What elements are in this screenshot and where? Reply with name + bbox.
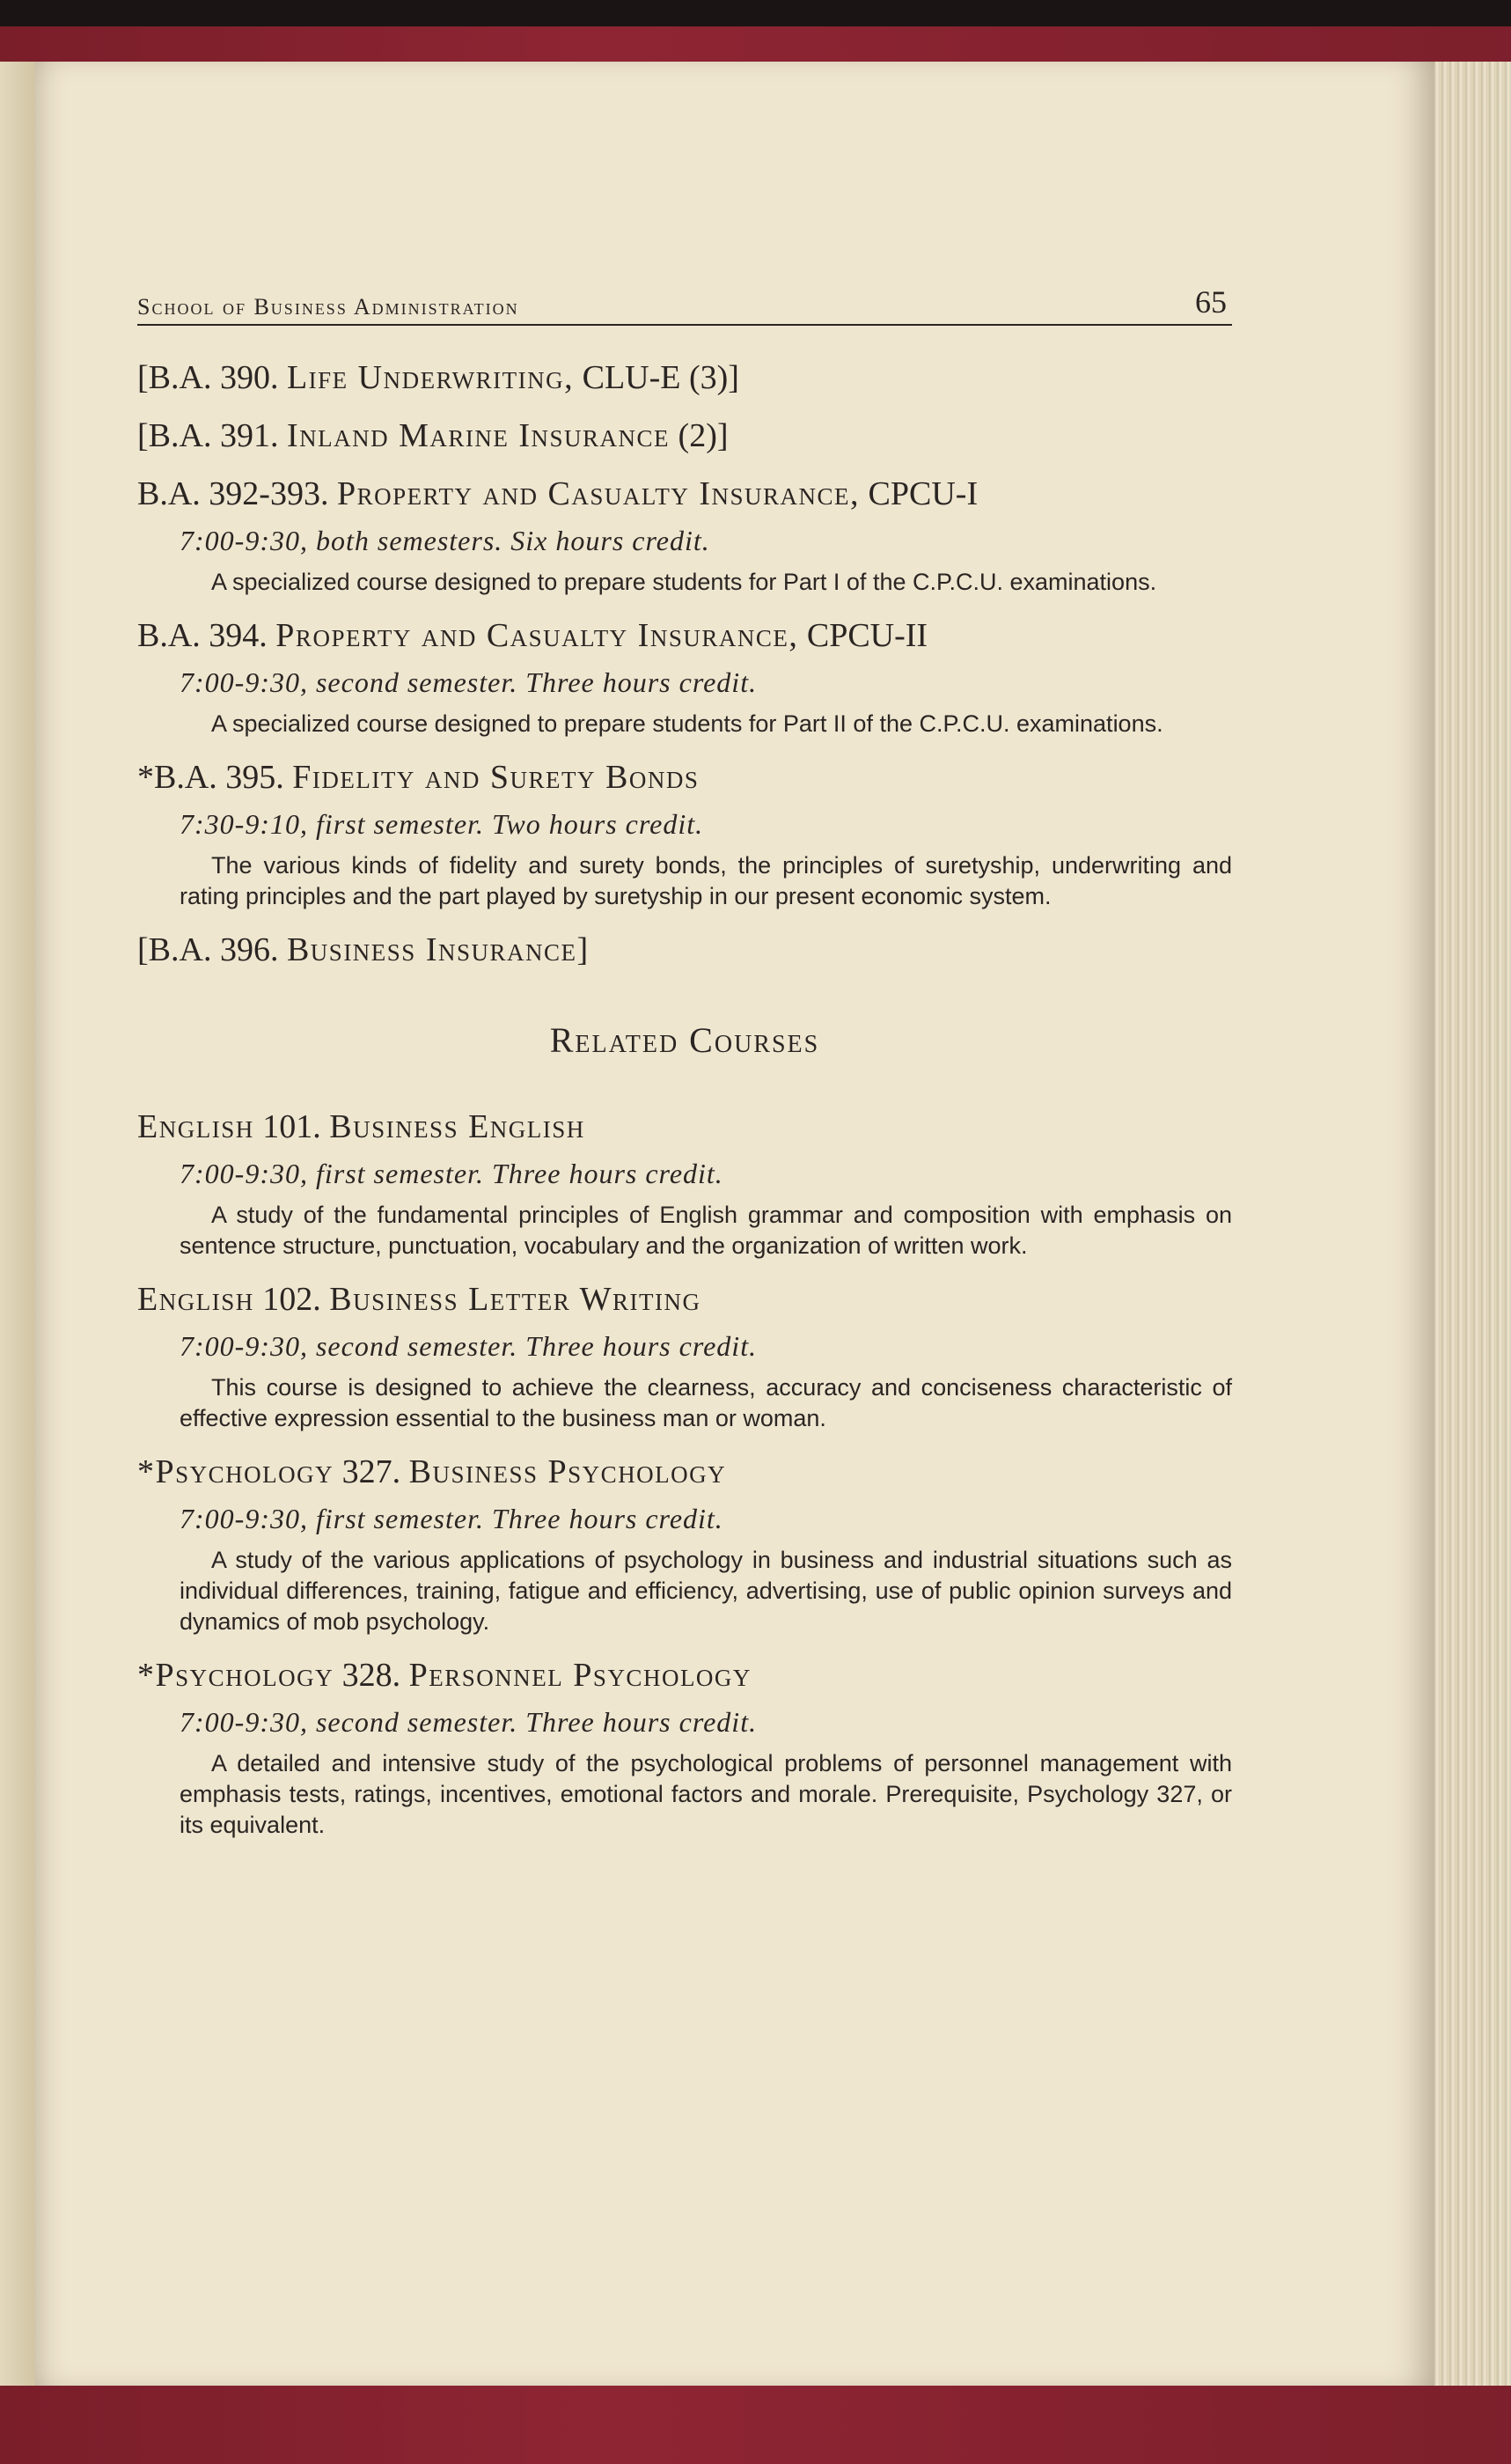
- course-title: [137, 416, 1232, 456]
- course-schedule: 7:00-9:30, both semesters. Six hours credit.: [180, 525, 710, 556]
- course-entry-ba-395: [137, 757, 1232, 912]
- course-suffix: CPCU-I: [868, 475, 979, 512]
- course-description: The various kinds of fidelity and surety bonds, the principles of suretyship, underwriting and rating principles and the part played by suretyship in our present economic system.: [180, 852, 1232, 909]
- course-title: [137, 757, 1232, 798]
- course-schedule: 7:00-9:30, first semester. Three hours credit.: [180, 1158, 723, 1189]
- course-entry-ba-396: [137, 930, 1232, 970]
- course-schedule: 7:00-9:30, second semester. Three hours credit.: [180, 666, 758, 698]
- catalog-page: [35, 62, 1434, 2386]
- course-title: [137, 1655, 1232, 1695]
- running-header: [137, 283, 1232, 326]
- course-title: [137, 1107, 1232, 1147]
- course-title: [137, 1452, 1232, 1492]
- page-content: [137, 283, 1232, 1858]
- course-dept: English: [137, 1108, 254, 1145]
- course-title: [137, 357, 1232, 398]
- course-title: [137, 615, 1232, 656]
- related-entry-psychology-327: [137, 1452, 1232, 1637]
- course-description: A study of the various applications of psychology in business and industrial situations such as individual differences, training, fatigue and efficiency, advertising, use of public opinion surveys and dynamics of mob psychology.: [180, 1547, 1232, 1635]
- course-schedule: 7:00-9:30, first semester. Three hours credit.: [180, 1503, 723, 1534]
- course-code: *B.A. 395.: [137, 759, 284, 796]
- course-entry-ba-394: [137, 615, 1232, 739]
- related-courses-heading: Related Courses: [549, 1020, 820, 1060]
- course-dept: *Psychology: [137, 1657, 334, 1694]
- related-entry-psychology-328: [137, 1655, 1232, 1841]
- course-name: Business Psychology: [408, 1453, 727, 1490]
- course-title: [137, 1279, 1232, 1320]
- course-code: [B.A. 390.: [137, 359, 279, 396]
- course-name: Property and Casualty Insurance,: [336, 475, 861, 512]
- running-title: School of Business Administration: [137, 294, 519, 320]
- page-number: 65: [1195, 284, 1227, 320]
- facing-page-edge: [0, 62, 35, 2386]
- course-description: This course is designed to achieve the clearness, accuracy and conciseness characteristic of effective expression essential to the business man or woman.: [180, 1374, 1232, 1431]
- course-entry-ba-392-393: [137, 474, 1232, 598]
- course-title: [137, 930, 1232, 970]
- course-number: 327.: [341, 1453, 401, 1490]
- related-entry-english-102: [137, 1279, 1232, 1434]
- course-dept: English: [137, 1281, 254, 1318]
- course-description: A specialized course designed to prepare students for Part II of the C.P.C.U. examinations.: [211, 710, 1163, 737]
- course-name: Business Insurance]: [286, 931, 590, 968]
- course-schedule: 7:30-9:10, first semester. Two hours credit.: [180, 808, 704, 840]
- course-name: Fidelity and Surety Bonds: [292, 759, 700, 796]
- course-suffix: CPCU-II: [806, 617, 928, 654]
- course-number: 328.: [341, 1657, 401, 1694]
- course-name: Property and Casualty Insurance,: [275, 617, 799, 654]
- course-entry-ba-391: [137, 416, 1232, 456]
- course-suffix: CLU-E (3)]: [582, 359, 739, 396]
- course-title: [137, 474, 1232, 514]
- course-code: B.A. 392-393.: [137, 475, 329, 512]
- course-number: 102.: [262, 1281, 321, 1318]
- course-schedule: 7:00-9:30, second semester. Three hours credit.: [180, 1706, 758, 1738]
- course-code: B.A. 394.: [137, 617, 268, 654]
- course-schedule: 7:00-9:30, second semester. Three hours credit.: [180, 1330, 758, 1362]
- course-number: 101.: [262, 1108, 321, 1145]
- course-name: Business English: [329, 1108, 585, 1145]
- course-name: Life Underwriting,: [286, 359, 575, 396]
- course-name: Business Letter Writing: [329, 1281, 701, 1318]
- course-description: A study of the fundamental principles of English grammar and composition with emphasis on sentence structure, punctuation, vocabulary and the organization of written work.: [180, 1202, 1232, 1259]
- course-name: Personnel Psychology: [408, 1657, 752, 1694]
- course-entry-ba-390: [137, 357, 1232, 398]
- course-description: A specialized course designed to prepare students for Part I of the C.P.C.U. examinations.: [211, 569, 1157, 595]
- course-description: A detailed and intensive study of the psychological problems of personnel management with emphasis tests, ratings, incentives, emotional factors and morale. Prerequisite, Psychology 327, or its equivalent.: [180, 1750, 1232, 1838]
- course-code: [B.A. 391.: [137, 417, 279, 454]
- course-dept: *Psychology: [137, 1453, 334, 1490]
- course-suffix: (2)]: [678, 417, 729, 454]
- course-name: Inland Marine Insurance: [286, 417, 671, 454]
- related-entry-english-101: [137, 1107, 1232, 1261]
- course-code: [B.A. 396.: [137, 931, 279, 968]
